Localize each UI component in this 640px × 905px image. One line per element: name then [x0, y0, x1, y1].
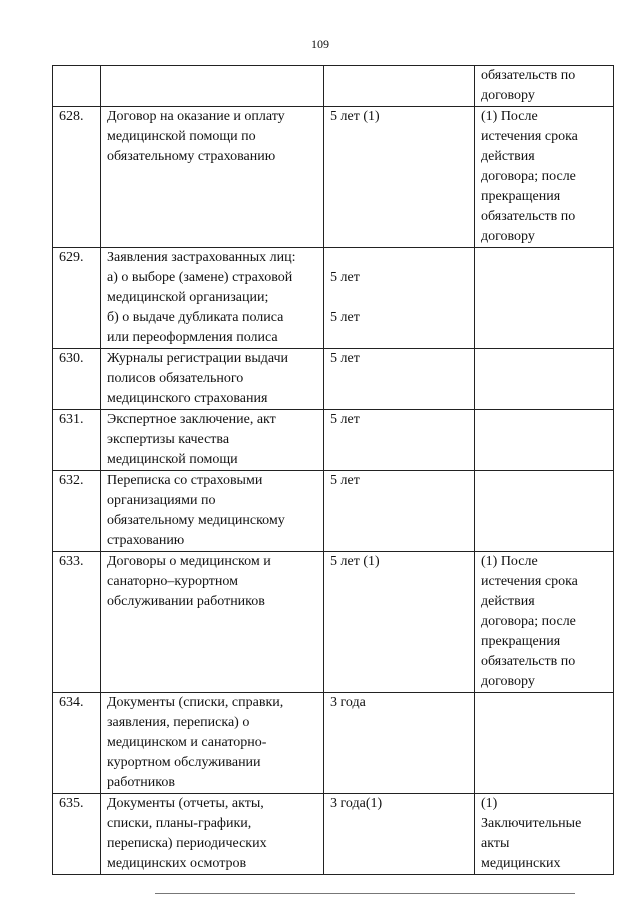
cell-document-name: Экспертное заключение, акт экспертизы качества медицинской помощи [101, 410, 324, 471]
table-row [53, 471, 614, 552]
cell-note [475, 693, 614, 794]
cell-retention-term: 5 лет [324, 349, 475, 410]
page-number: 109 [311, 37, 329, 51]
cell-retention-term [324, 66, 475, 107]
cell-row-number: 630. [53, 349, 101, 410]
cell-document-name: Переписка со страховыми организациями по обязательному медицинскому страхованию [101, 471, 324, 552]
cell-row-number: 629. [53, 248, 101, 349]
cell-document-name: Договор на оказание и оплату медицинской помощи по обязательному страхованию [101, 107, 324, 248]
cell-row-number: 628. [53, 107, 101, 248]
cell-document-name [101, 66, 324, 107]
cell-row-number: 631. [53, 410, 101, 471]
cell-retention-term: 5 лет [324, 471, 475, 552]
cell-retention-term: 3 года(1) [324, 794, 475, 875]
table-row [53, 349, 614, 410]
table-row [53, 248, 614, 349]
cell-retention-term: 5 лет 5 лет [324, 248, 475, 349]
cell-document-name: Журналы регистрации выдачи полисов обязательного медицинского страхования [101, 349, 324, 410]
table-row [53, 552, 614, 693]
cell-note [475, 410, 614, 471]
cell-retention-term: 5 лет (1) [324, 107, 475, 248]
table-row [53, 107, 614, 248]
cell-row-number: 633. [53, 552, 101, 693]
retention-table [52, 65, 614, 875]
cell-note [475, 471, 614, 552]
page-bottom-edge [155, 893, 575, 894]
cell-row-number: 635. [53, 794, 101, 875]
cell-document-name: Заявления застрахованных лиц: а) о выборе (замене) страховой медицинской организации; б) о выдаче дубликата полиса или переоформления полиса [101, 248, 324, 349]
cell-note [475, 248, 614, 349]
cell-note: (1) После истечения срока действия договора; после прекращения обязательств по договору [475, 552, 614, 693]
cell-retention-term: 3 года [324, 693, 475, 794]
cell-document-name: Документы (списки, справки, заявления, переписка) о медицинском и санаторно- курортном обслуживании работников [101, 693, 324, 794]
table-row [53, 693, 614, 794]
cell-retention-term: 5 лет [324, 410, 475, 471]
table-row [53, 794, 614, 875]
cell-note: (1) Заключительные акты медицинских [475, 794, 614, 875]
cell-row-number: 632. [53, 471, 101, 552]
cell-document-name: Документы (отчеты, акты, списки, планы-графики, переписка) периодических медицинских осмотров [101, 794, 324, 875]
table-body [53, 66, 614, 875]
cell-note: обязательств по договору [475, 66, 614, 107]
cell-note: (1) После истечения срока действия договора; после прекращения обязательств по договору [475, 107, 614, 248]
cell-note [475, 349, 614, 410]
cell-retention-term: 5 лет (1) [324, 552, 475, 693]
cell-row-number: 634. [53, 693, 101, 794]
cell-document-name: Договоры о медицинском и санаторно–курортном обслуживании работников [101, 552, 324, 693]
table-row [53, 66, 614, 107]
table-row [53, 410, 614, 471]
cell-row-number [53, 66, 101, 107]
